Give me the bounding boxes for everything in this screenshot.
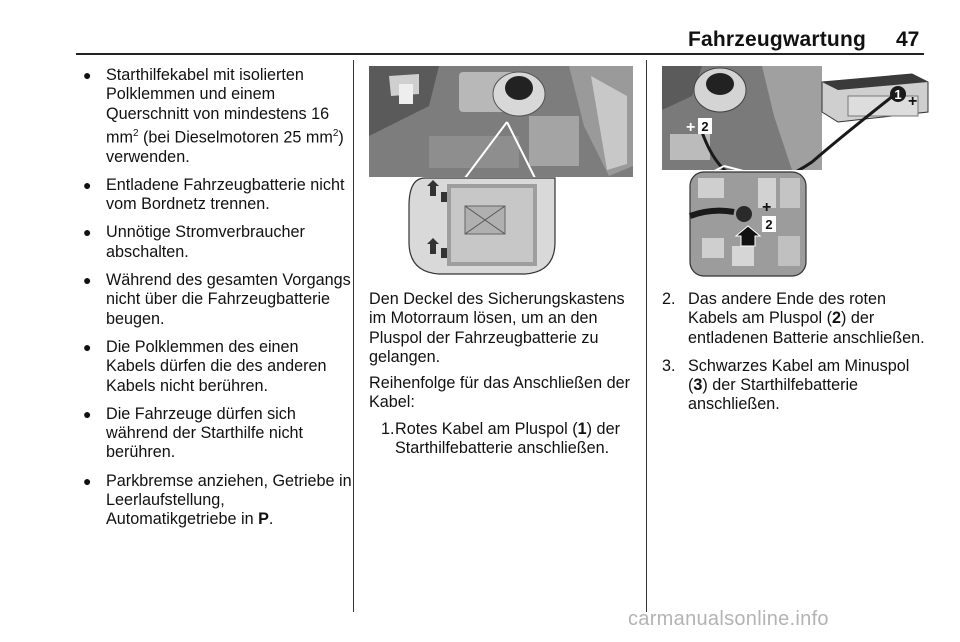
fuse-box-instruction: Den Deckel des Sicherungskastens im Motorraum lösen, um an den Pluspol der Fahrzeugbatterie zu gelangen. [369,290,625,366]
svg-text:+: + [762,199,772,216]
list-item: 3. Schwarzes Kabel am Minuspol (3) der Starthilfebatterie anschließen. [662,356,910,414]
list-item: ● Während des gesamten Vorgangs nicht über die Fahrzeugbatterie beugen. [83,271,351,328]
svg-text:1: 1 [894,87,902,102]
list-item: ● Die Fahrzeuge dürfen sich während der Starthilfe nicht berühren. [83,404,304,462]
list-item: ● Parkbremse anziehen, Getriebe in Leerlaufstellung, Automatikgetriebe in P. [83,471,352,529]
bullet-icon: ● [83,224,92,241]
svg-text:2: 2 [701,119,709,134]
list-item: ● Entladene Fahrzeugbatterie nicht vom Bordnetz trennen. [83,175,345,214]
instructions-column-3 [662,290,932,424]
instructions-column-2 [369,290,639,467]
svg-text:–: – [822,71,831,88]
list-item: ● Starthilfekabel mit isolierten Polklemmen und einem Querschnitt von mindestens 16 $mm^2$ (bei Dieselmotoren 25 $mm^2$) verwenden. [83,66,344,166]
column-divider-2 [646,60,647,612]
watermark: carmanualsonline.info [628,608,829,630]
header-rule [76,53,924,55]
jumper-cable-illustration [662,66,932,278]
list-item: 2. Das andere Ende des roten Kabels am Pluspol (2) der entladenen Batterie anschließen. [662,290,925,347]
bullet-icon: ● [83,405,92,422]
column-divider-1 [353,60,354,612]
svg-text:2: 2 [765,217,773,232]
fuse-box-drawing [369,66,633,278]
svg-text:+: + [908,93,918,110]
list-item: 1. Rotes Kabel am Pluspol (1) der Starthilfebatterie anschließen. [381,419,620,458]
bullet-icon: ● [83,272,92,289]
bullet-list [80,66,352,539]
svg-text:+: + [686,119,696,136]
list-item: ● Unnötige Stromverbraucher abschalten. [83,223,305,261]
bullet-icon: ● [83,176,92,193]
page-title: Fahrzeugwartung [688,28,867,51]
bullet-icon: ● [83,472,92,489]
connection-order-heading: Reihenfolge für das Anschließen der Kabel: [369,374,630,412]
page-number: 47 [896,28,920,51]
fuse-box-illustration [369,66,633,278]
bullet-icon: ● [83,338,92,355]
bullet-icon: ● [83,67,92,83]
jumper-cable-drawing [662,66,932,278]
list-item: ● Die Polklemmen des einen Kabels dürfen die des anderen Kabels nicht berühren. [83,337,327,395]
